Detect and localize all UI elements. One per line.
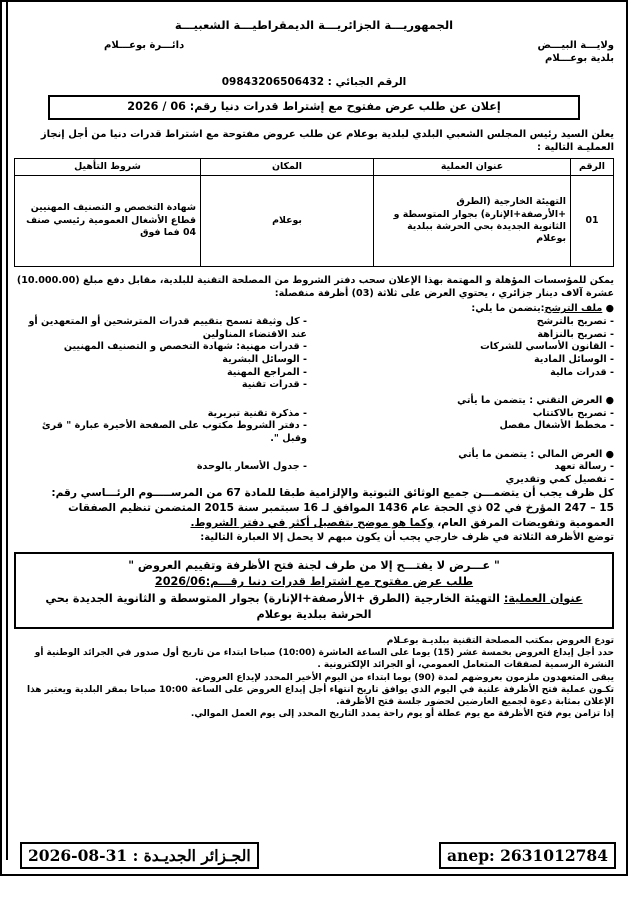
list-item: - جدول الأسعار بالوحدة [196, 461, 307, 473]
list-item: - المراجع المهنية [226, 366, 307, 378]
technical-title: ● العرض التقني : يتضمن ما يأتي [457, 394, 614, 406]
legal-note-line3a: العمومية وتفويضات المرفق العام، [437, 517, 614, 530]
row-conditions: شهادة التخصص و التصنيف المهنيين قطاع الأشغال العمومية رئيسي صنف 04 فما فوق [15, 175, 201, 266]
intro-paragraph: يعلن السيد رئيس المجلس الشعبي البلدي لبلدية بوعلام عن طلب عروض مفتوحة مع اشتراط قدرات دنيا من أجل إنجاز العمليـة التالية : [40, 129, 614, 154]
envelope-box-line1: " عـــرض لا يفتـــح إلا من طرف لجنة فتح الأظرفة وتقييم العروض " [128, 559, 500, 573]
header-right [538, 39, 614, 65]
envelope-box-operation [24, 591, 604, 623]
commune-label: بلدية بوعـــلام [545, 53, 614, 65]
legal-note [14, 486, 614, 530]
list-item: - قدرات تقنية [241, 379, 307, 391]
list-item: - كل وثيقة تسمح بتقييم قدرات المترشحين أو المتعهدين أو عند الاقتضاء المناولين [28, 315, 307, 340]
candidacy-title: ● ملف الترشح:يتضمن ما يلي: [471, 303, 614, 315]
anep-number: anep: 2631012784 [439, 842, 616, 869]
final-paragraph: تودع العروض بمكتب المصلحة التقنية ببلديـة بوعـلام [386, 636, 614, 647]
candidacy-right-col [321, 316, 614, 392]
list-item: - رسالة تعهد [554, 461, 614, 473]
candidacy-list [14, 316, 614, 392]
financial-left-col [14, 461, 307, 486]
left-rule [6, 0, 8, 860]
daira-label: دائـــرة بوعـــلام [104, 40, 185, 52]
list-item: - تصريح بالاكتتاب [532, 407, 614, 419]
list-item: - قدرات مهنية: شهادة التخصص و التصنيف المهنيين [63, 341, 307, 353]
footer [20, 842, 616, 872]
list-item: - مخطط الأشغال مفصل [499, 420, 614, 432]
header-row [14, 39, 614, 65]
wilaya-label: ولايـــة البيـــض [537, 40, 614, 52]
list-item: - الوسائل البشرية [222, 353, 307, 365]
list-item: - القانون الأساسي للشركات [480, 341, 614, 353]
financial-title: ● العرض المالي : يتضمن ما يأتي [458, 448, 614, 460]
financial-list [14, 461, 614, 486]
table-header-row [15, 158, 614, 175]
operations-table [14, 158, 614, 267]
legal-note-line3 [14, 516, 614, 531]
technical-title-text: العرض التقني : يتضمن ما يأتي [457, 394, 603, 406]
final-paragraphs [14, 635, 614, 720]
list-item: - الوسائل المادية [533, 353, 614, 365]
header-number: الرقم [571, 158, 614, 175]
candidacy-title-suffix: :يتضمن ما يلي: [471, 303, 545, 315]
header-place: المكان [201, 158, 374, 175]
list-item: - مذكرة تقنية تبريرية [207, 407, 307, 419]
list-item: - تصريح بالنزاهة [537, 328, 614, 340]
final-paragraph: حدد أجل إيداع العروض بخمسة عشر (15) يوما على الساعة العاشرة (10:00) صباحا ابتداء من تاريخ أول صدور في الجرائد الوطنية أو النشرة الرسمية لصفقات المتعامل العمومي، أو الجرائد الإلكترونية . [34, 648, 614, 671]
announcement-title: إعلان عن طلب عرض مفتوح مع إشتراط قدرات دنيا رقم: 06 / 2026 [48, 95, 580, 120]
envelopes-paragraph: توضع الأظرفة الثلاثة في ظرف خارجي يجب أن يكون مبهم لا يحمل إلا العبارة التالية: [200, 531, 614, 543]
row-operation: التهيئة الخارجية (الطرق +الأرصفة+الإنارة) بجوار المتوسطة و الثانوية الجديدة بحي الحرشة ببلدية بوعلام [374, 175, 571, 266]
legal-note-line3b: وكما هو موضح بتفصيل أكثر في دفتر الشروط. [190, 517, 434, 530]
list-item: - قدرات مالية [550, 366, 614, 378]
envelope-box [14, 552, 614, 629]
candidacy-left-col [14, 316, 307, 392]
announcement-document [14, 18, 614, 720]
final-paragraph: تكـون عملية فتح الأظرفة علنية في اليوم الذي يوافق تاريخ انتهاء أجل إيداع العروض على الساعة 10:00 صباحا بمقر البلدية ويعتبر هذا الإعلان بمثابة دعوة لجميع العارضين لحضور جلسة فتح الأظرفة. [27, 684, 614, 707]
list-item: - دفتر الشروط مكتوب على الصفحة الأخيرة عبارة " قرئ وقبل ". [41, 420, 307, 444]
technical-left-col [14, 408, 307, 446]
header-operation: عنوان العملية [374, 158, 571, 175]
technical-list [14, 408, 614, 446]
fiscal-number: الرقم الجبائي : 09843206506432 [221, 75, 407, 88]
financial-right-col [321, 461, 614, 486]
legal-note-line1: كل ظرف يجب أن يتضمـــن جميع الوثائق الثبوتية والإلزامية طبقا للمادة 67 من المرســـــوم الرئـــاسي رقم: [51, 487, 614, 500]
row-place: بوعلام [201, 175, 374, 266]
envelope-box-line2: طلب عرض مفتوح مع اشتراط قدرات دنيا رقـــم:2026/06 [154, 575, 474, 589]
republic-heading: الجمهوريـــة الجزائريـــة الديمقراطيـــة الشعبيـــة [174, 18, 454, 32]
withdrawal-paragraph: يمكن للمؤسسات المؤهلة و المهتمة بهذا الإعلان سحب دفتر الشروط من المصلحة التقنية للبلدية، مقابل دفع مبلغ (10.000.00) عشرة آلاف دينار جزائري ، يحتوي العرض على ثلاثة (03) أظرفة منفصلة: [16, 274, 614, 299]
list-item: - تفصيل كمي وتقديري [505, 473, 614, 485]
financial-title-text: العرض المالي : يتضمن ما يأتي [458, 448, 603, 460]
candidacy-title-text: ملف الترشح [544, 303, 603, 315]
table-row [15, 175, 614, 266]
list-item: - تصريح بالترشح [536, 315, 614, 327]
final-paragraph: يبقى المتعهدون ملزمون بعروضهم لمدة (90) يوما ابتداء من اليوم الأخير المحدد لإيداع العروض. [195, 672, 614, 683]
newspaper-date: الجـزائر الجديـدة : 31-08-2026 [20, 842, 259, 869]
envelope-box-op-text: التهيئة الخارجية (الطرق +الأرصفة+الإنارة) بجوار المتوسطة و الثانوية الجديدة بحي الحرشة ببلدية بوعلام [45, 591, 500, 621]
envelope-box-op-label: عنوان العملية: [503, 591, 583, 605]
final-paragraph: إذا تزامن يوم فتح الأظرفة مع يوم عطلة أو يوم راحة يمدد التاريخ المحدد إلى يوم العمل الموالي. [190, 708, 614, 719]
legal-note-line2: 15 – 247 المؤرخ في 02 ذي الحجة عام 1436 الموافق لـ 16 سبتمبر سنة 2015 المتضمن تنظيم الصفقات [68, 502, 614, 515]
header-conditions: شروط التأهيل [15, 158, 201, 175]
technical-right-col [321, 408, 614, 446]
row-number: 01 [571, 175, 614, 266]
